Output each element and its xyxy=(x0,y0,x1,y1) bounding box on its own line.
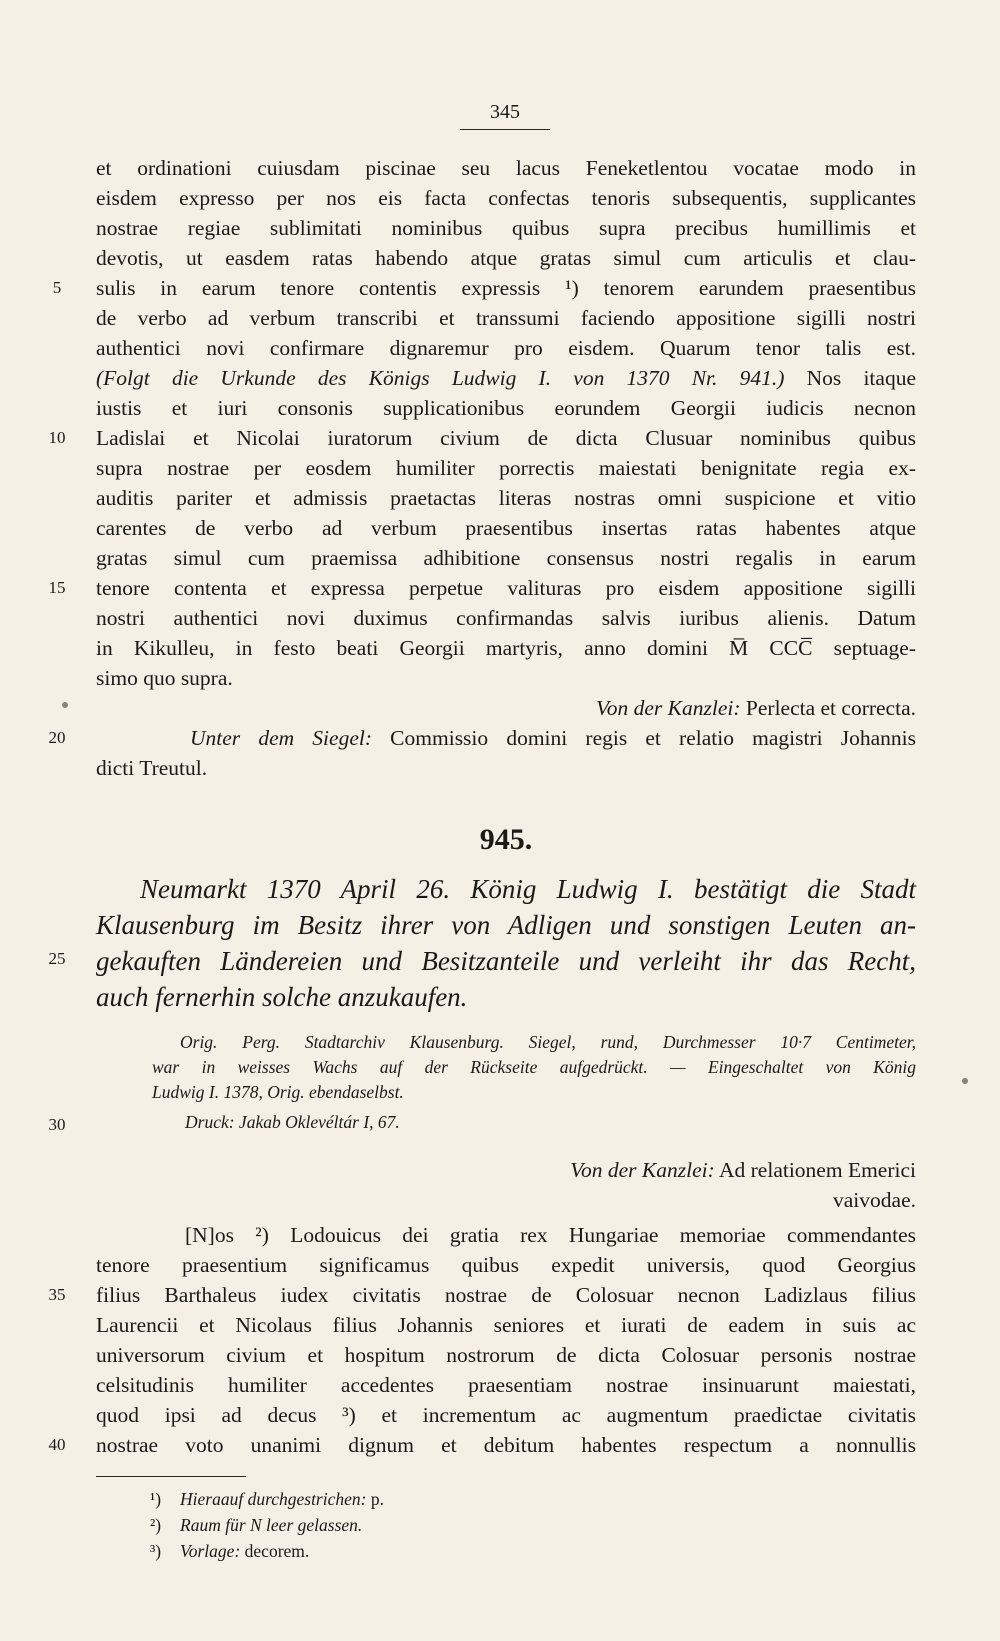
chancery-note xyxy=(96,693,916,723)
regest-heading-line: gekauften Ländereien und Besitzanteile und verleiht ihr das Recht, xyxy=(96,946,916,976)
text-line: nostri authentici novi duximus confirmandas salvis iuribus alienis. Datum xyxy=(96,606,916,630)
seal-text: Commissio domini regis et relatio magistri Johannis xyxy=(372,726,917,750)
regest-heading-line: Klausenburg im Besitz ihrer von Adligen und sonstigen Leuten an- xyxy=(96,910,916,940)
footnote-text: Hieraauf durchgestrichen: xyxy=(180,1489,367,1509)
line-number: 15 xyxy=(48,578,66,597)
text-line: Ladislai et Nicolai iuratorum civium de dicta Clusuar nominibus quibus xyxy=(96,426,916,450)
text-line: simo quo supra. xyxy=(96,666,233,690)
footnote xyxy=(150,1487,850,1511)
charter-text-line: celsitudinis humiliter accedentes praesentiam nostrae insinuarunt maiestati, xyxy=(96,1373,916,1397)
source-note: Ludwig I. 1378, Orig. ebendaselbst. xyxy=(152,1082,404,1102)
line-number: 40 xyxy=(48,1435,66,1454)
text-line: authentici novi confirmare dignaremur pro eisdem. Quarum tenor talis est. xyxy=(96,336,916,360)
text-line: devotis, ut easdem ratas habendo atque gratas simul cum articulis et clau- xyxy=(96,246,916,270)
charter-text-line: [N]os ²) Lodouicus dei gratia rex Hungariae memoriae commendantes xyxy=(185,1223,916,1247)
charter-text-line: tenore praesentium significamus quibus expedit universis, quod Georgius xyxy=(96,1253,916,1277)
line-number: 30 xyxy=(48,1115,66,1134)
footnote-mark: ¹) xyxy=(150,1489,162,1509)
line-number: 25 xyxy=(48,949,66,968)
charter-text-line: nostrae voto unanimi dignum et debitum habentes respectum a nonnullis xyxy=(96,1433,916,1457)
charter-text-line: quod ipsi ad decus ³) et incrementum ac augmentum praedictae civitatis xyxy=(96,1403,916,1427)
footnote-text-roman: p. xyxy=(366,1489,384,1509)
charter-text-line: Laurencii et Nicolaus filius Johannis seniores et iurati de eadem in suis ac xyxy=(96,1313,916,1337)
source-note: Orig. Perg. Stadtarchiv Klausenburg. Siegel, rund, Durchmesser 10·7 Centimeter, xyxy=(180,1032,916,1052)
charter-text-line: universorum civium et hospitum nostrorum de dicta Colosuar personis nostrae xyxy=(96,1343,916,1367)
source-note: war in weisses Wachs auf der Rückseite aufgedrückt. — Eingeschaltet von König xyxy=(152,1057,916,1077)
footnote-text: Vorlage: xyxy=(180,1541,241,1561)
text-line: nostrae regiae sublimitati nominibus quibus supra precibus humillimis et xyxy=(96,216,916,240)
text-line: supra nostrae per eosdem humiliter porrectis maiestati benignitate regia ex- xyxy=(96,456,916,480)
text-line: sulis in earum tenore contentis expressis ¹) tenorem earundem praesentibus xyxy=(96,276,916,300)
footnote-text: Raum für N leer gelassen. xyxy=(180,1515,363,1535)
page-number-rule xyxy=(460,129,550,130)
page-number: 345 xyxy=(490,101,520,123)
line-number: 10 xyxy=(48,428,66,447)
print-reference: Druck: Jakab Oklevéltár I, 67. xyxy=(185,1112,400,1132)
chancery-note-2-continuation: vaivodae. xyxy=(833,1188,916,1212)
insert-reference-line xyxy=(96,363,916,393)
footnote-mark: ³) xyxy=(150,1541,162,1561)
footnote-mark: ²) xyxy=(150,1515,162,1535)
chancery-label-2: Von der Kanzlei: xyxy=(570,1158,715,1182)
line-number: 5 xyxy=(52,278,62,297)
text-line: in Kikulleu, in festo beati Georgii martyris, anno domini M̅ CCC̅ septuage- xyxy=(96,636,916,660)
footnote xyxy=(150,1513,850,1537)
footnote-rule xyxy=(96,1476,246,1477)
footnote xyxy=(150,1539,850,1563)
text-line: eisdem expresso per nos eis facta confectas tenoris subsequentis, supplicantes xyxy=(96,186,916,210)
chancery-note-2 xyxy=(96,1155,916,1185)
text-line: tenore contenta et expressa perpetue valituras pro eisdem appositione sigilli xyxy=(96,576,916,600)
chancery-label: Von der Kanzlei: xyxy=(596,696,741,720)
seal-note-continuation: dicti Treutul. xyxy=(96,756,208,780)
footnote-text-roman: decorem. xyxy=(240,1541,310,1561)
seal-label: Unter dem Siegel: xyxy=(190,726,373,750)
line-number: 35 xyxy=(48,1285,66,1304)
insert-reference: (Folgt die Urkunde des Königs Ludwig I. von 1370 Nr. 941.) xyxy=(96,366,785,390)
regest-heading-line: auch fernerhin solche anzukaufen. xyxy=(96,982,468,1012)
document-number: 945. xyxy=(479,823,533,856)
text-line: gratas simul cum praemissa adhibitione consensus nostri regalis in earum xyxy=(96,546,916,570)
insert-continuation: Nos itaque xyxy=(784,366,916,390)
regest-heading-line: Neumarkt 1370 April 26. König Ludwig I. bestätigt die Stadt xyxy=(140,874,916,904)
line-number: 20 xyxy=(48,728,66,747)
text-line: carentes de verbo ad verbum praesentibus insertas ratas habentes atque xyxy=(96,516,916,540)
seal-note xyxy=(190,723,916,753)
paper-speck xyxy=(962,1078,968,1084)
paper-speck xyxy=(62,702,68,708)
chancery-text-2: Ad relationem Emerici xyxy=(714,1158,916,1182)
text-line: et ordinationi cuiusdam piscinae seu lacus Feneketlentou vocatae modo in xyxy=(96,156,916,180)
text-line: iustis et iuri consonis supplicationibus eorundem Georgii iudicis necnon xyxy=(96,396,916,420)
charter-text-line: filius Barthaleus iudex civitatis nostrae de Colosuar necnon Ladizlaus filius xyxy=(96,1283,916,1307)
chancery-text: Perlecta et correcta. xyxy=(740,696,916,720)
text-line: auditis pariter et admissis praetactas literas nostras omni suspicione et vitio xyxy=(96,486,916,510)
text-line: de verbo ad verbum transcribi et transsumi faciendo appositione sigilli nostri xyxy=(96,306,916,330)
